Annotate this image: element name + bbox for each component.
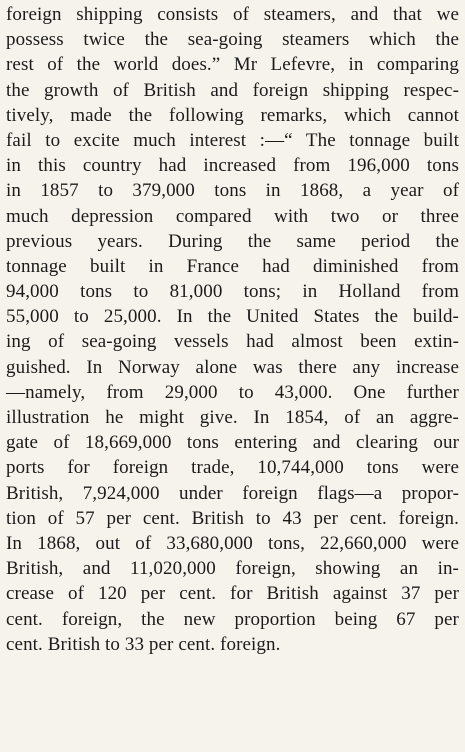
text-line: rest of the world does.” Mr Lefevre, in comparing — [6, 54, 459, 76]
text-line: tion of 57 per cent. British to 43 per cent. foreign. — [6, 507, 459, 529]
text-line: British, 7,924,000 under foreign flags—a propor- — [6, 482, 459, 504]
article-paragraph — [6, 0, 459, 657]
text-line: gate of 18,669,000 tons entering and clearing our — [6, 432, 459, 454]
text-line: tonnage built in France had diminished from — [6, 255, 459, 277]
text-line: —namely, from 29,000 to 43,000. One further — [6, 381, 459, 403]
text-line: the growth of British and foreign shipping respec- — [6, 79, 459, 101]
text-line: 55,000 to 25,000. In the United States the build- — [6, 306, 459, 328]
text-line: In 1868, out of 33,680,000 tons, 22,660,000 were — [6, 532, 459, 554]
text-line: foreign shipping consists of steamers, and that we — [6, 4, 459, 25]
text-line: cent. foreign, the new proportion being 67 per — [6, 608, 459, 630]
text-line: British, and 11,020,000 foreign, showing an in- — [6, 558, 459, 580]
text-line: much depression compared with two or three — [6, 205, 459, 227]
text-line: guished. In Norway alone was there any increase — [6, 356, 459, 378]
text-line: in 1857 to 379,000 tons in 1868, a year of — [6, 180, 459, 202]
text-line: illustration he might give. In 1854, of an aggre- — [6, 407, 459, 428]
text-line: 94,000 tons to 81,000 tons; in Holland from — [6, 281, 459, 303]
text-line: previous years. During the same period the — [6, 230, 459, 252]
text-line: ports for foreign trade, 10,744,000 tons were — [6, 457, 459, 479]
text-line: in this country had increased from 196,000 tons — [6, 155, 459, 177]
text-line: tively, made the following remarks, which cannot — [6, 104, 459, 126]
text-line: possess twice the sea-going steamers which the — [6, 29, 459, 51]
text-line: cent. British to 33 per cent. foreign. — [6, 633, 281, 655]
text-line: ing of sea-going vessels had almost been extin- — [6, 331, 459, 353]
text-line: crease of 120 per cent. for British against 37 per — [6, 583, 459, 605]
text-line: fail to excite much interest :—“ The tonnage built — [6, 129, 459, 151]
